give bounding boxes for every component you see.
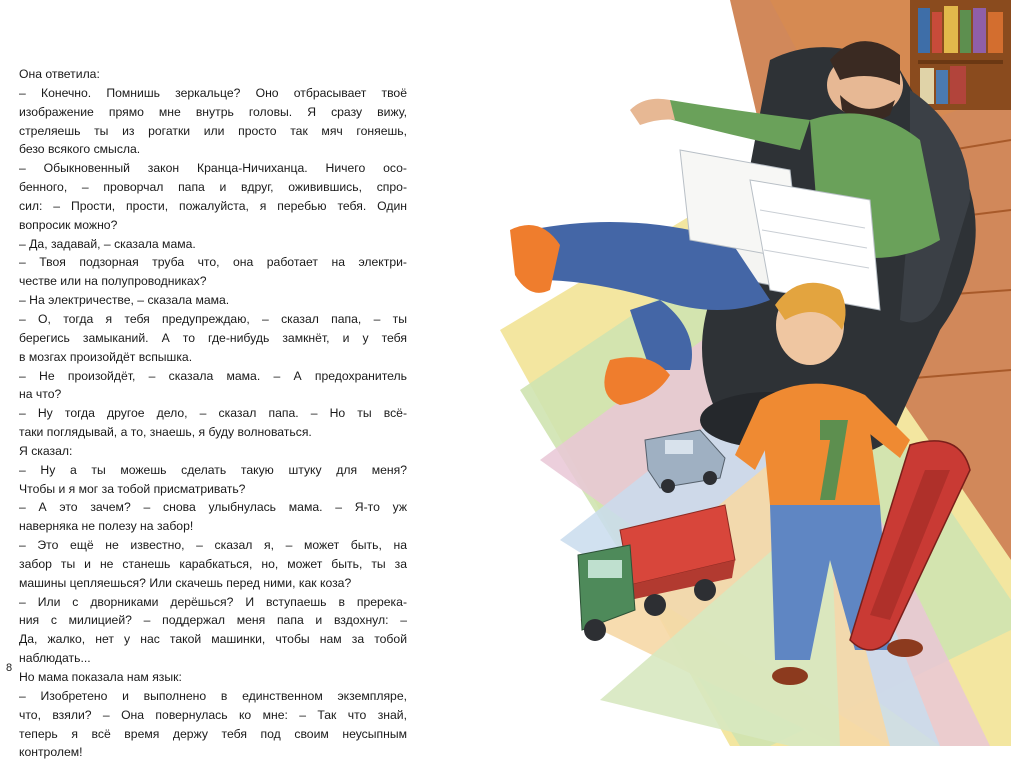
text-line: – А это зачем? – снова улыбнулась мама. – Я-то уж xyxy=(19,500,407,515)
text-line: – Или с дворниками дерёшься? И вступаешь в пререка- xyxy=(19,594,407,609)
text-line: безо всякого смысла. xyxy=(19,142,141,157)
page-number: 8 xyxy=(6,662,13,674)
text-line: таки поглядывай, а то, знаешь, я буду волноваться. xyxy=(19,425,312,440)
text-line: – О, тогда я тебя предупреждаю, – сказал папа, – ты xyxy=(19,311,407,326)
text-line: в мозгах произойдёт вспышка. xyxy=(19,349,193,364)
text-line: – Это ещё не известно, – сказал я, – может быть, на xyxy=(19,538,407,553)
text-line: Чтобы и я мог за тобой присматривать? xyxy=(19,481,246,496)
text-line: – Обыкновенный закон Кранца-Ничиханца. Ничего осо- xyxy=(19,161,407,176)
text-line: – Да, задавай, – сказала мама. xyxy=(19,236,196,251)
text-line: машины цепляешься? Или скачешь перед ними, как коза? xyxy=(19,575,352,590)
text-line: – Изобретено и выполнено в единственном экземпляре, xyxy=(19,688,407,703)
text-line: честве или на полупроводниках? xyxy=(19,274,207,289)
text-line: – Твоя подзорная труба что, она работает на электри- xyxy=(19,255,407,270)
text-line: изображение прямо мне внутрь головы. Я сразу вижу, xyxy=(19,104,407,119)
text-line: теперь я всё время держу тебя под своим неусыпным xyxy=(19,726,407,741)
text-line: берегись замыканий. А то где-нибудь замкнёт, и у тебя xyxy=(19,330,407,345)
text-line: Я сказал: xyxy=(19,443,73,458)
text-line: наблюдать... xyxy=(19,651,91,666)
text-line: Она ответила: xyxy=(19,67,100,81)
text-line: – Ну а ты можешь сделать такую штуку для меня? xyxy=(19,462,407,477)
text-line: ния с милицией? – поддержал меня папа и вздохнул: – xyxy=(19,613,407,628)
story-text xyxy=(19,65,407,762)
text-line: контролем! xyxy=(19,745,83,760)
text-line: стреляешь ты из рогатки или просто так мяч гоняешь, xyxy=(19,123,407,138)
text-line: на что? xyxy=(19,387,62,402)
text-line: наверняка не полезу на забор! xyxy=(19,519,194,534)
story-illustration xyxy=(470,0,1011,746)
text-line: что, взяли? – Она повернулась ко мне: – Так что знай, xyxy=(19,707,407,722)
text-line: – Конечно. Помнишь зеркальце? Оно отбрасывает твоё xyxy=(19,85,407,100)
text-line: забор ты и не станешь карабкаться, но, может быть, ты за xyxy=(19,556,407,571)
text-line: – Не произойдёт, – сказала мама. – А предохранитель xyxy=(19,368,407,383)
text-page xyxy=(0,0,470,760)
text-line: сил: – Прости, прости, пожалуйста, я перебью тебя. Один xyxy=(19,198,407,213)
text-line: – На электричестве, – сказала мама. xyxy=(19,293,230,308)
text-line: Но мама показала нам язык: xyxy=(19,670,182,684)
text-line: вопросик можно? xyxy=(19,217,118,232)
text-line: бенного, – проворчал папа и вдруг, оживившись, спро- xyxy=(19,180,407,195)
text-line: – Ну тогда другое дело, – сказал папа. – Но ты всё- xyxy=(19,406,407,421)
bookshelf-icon xyxy=(910,0,1011,110)
text-line: Да, жалко, нет у нас такой машинки, чтобы нам за тобой xyxy=(19,632,407,647)
